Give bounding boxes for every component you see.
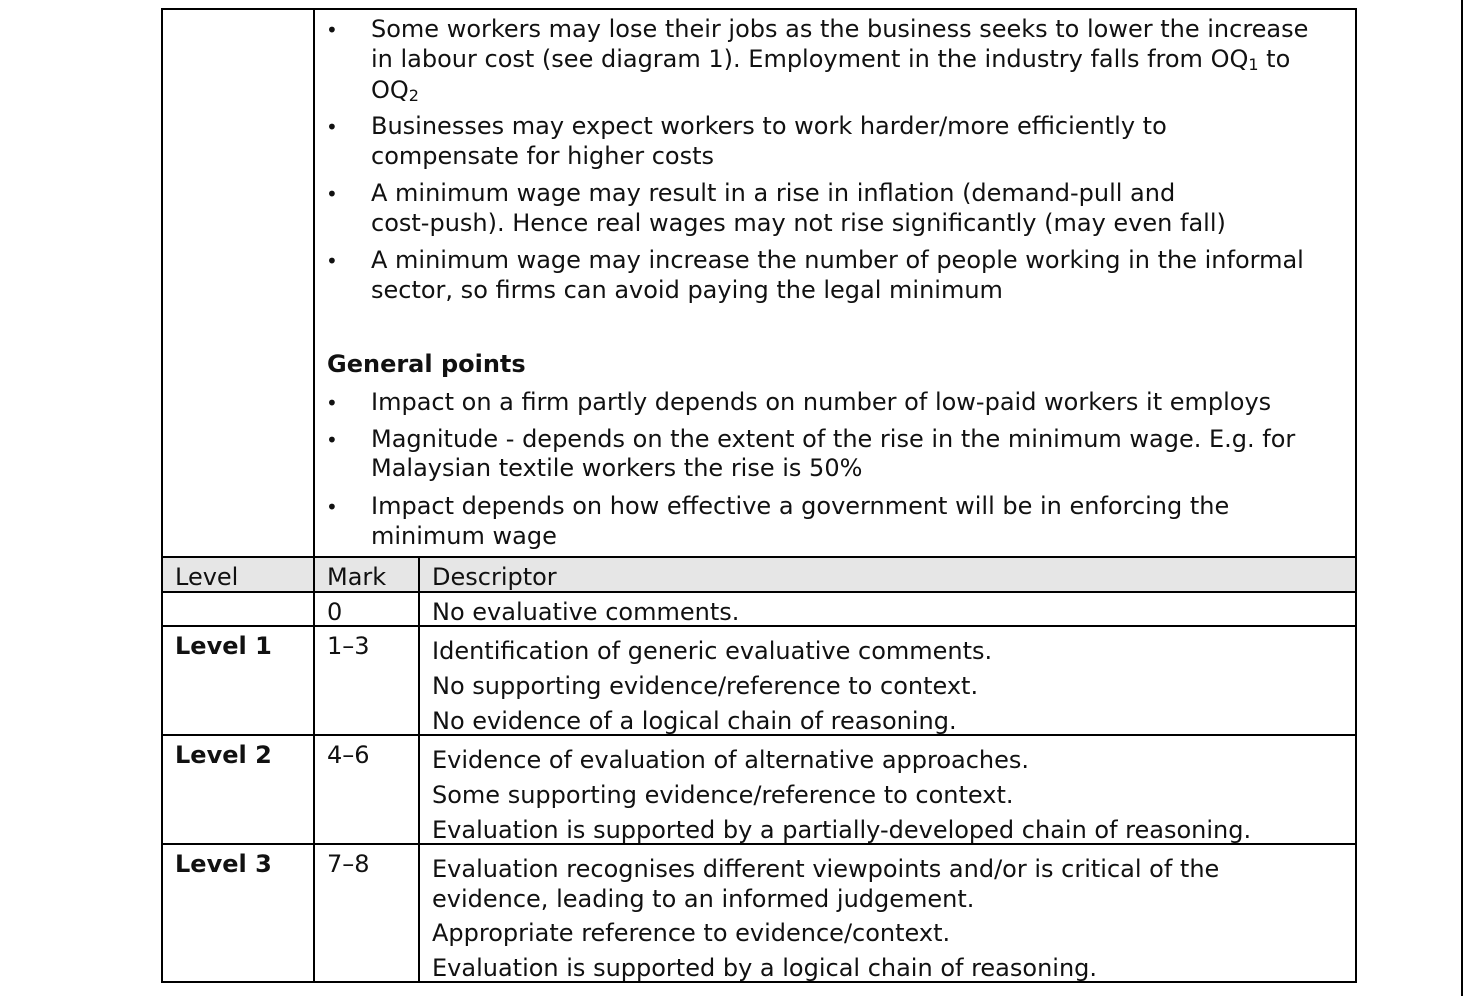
row-divider-header [161,556,1357,558]
row-1-descriptor-2: No supporting evidence/reference to context. [432,672,979,700]
bullet-3-line-2: cost-push). Hence real wages may not rise significantly (may even fall) [371,209,1226,237]
header-descriptor: Descriptor [432,563,557,591]
bullet-1-line-1: Some workers may lose their jobs as the business seeks to lower the increase [371,15,1309,43]
page-right-border [1461,0,1463,996]
row-2-level: Level 2 [175,741,272,769]
row-0-descriptor: No evaluative comments. [432,598,740,626]
bullet-marker: • [326,495,338,519]
bullet-marker: • [326,182,338,206]
general-bullet-2-line-1: Magnitude - depends on the extent of the rise in the minimum wage. E.g. for [371,425,1296,453]
bullet-marker: • [326,115,338,139]
row-2-mark: 4–6 [327,741,370,769]
general-bullet-1-line-1: Impact on a firm partly depends on number of low-paid workers it employs [371,388,1272,416]
bullet-marker: • [326,18,338,42]
row-3-descriptor-3: Appropriate reference to evidence/context. [432,919,951,947]
row-3-mark: 7–8 [327,850,370,878]
row-0-mark: 0 [327,598,343,626]
row-2-descriptor-2: Some supporting evidence/reference to context. [432,781,1014,809]
bullet-marker: • [326,391,338,415]
row-3-descriptor-4: Evaluation is supported by a logical chain of reasoning. [432,954,1098,982]
bullet-2-line-2: compensate for higher costs [371,142,714,170]
header-level: Level [175,563,239,591]
column-divider-2 [418,557,420,983]
bullet-1-line-3: $OQ_2$ [371,76,419,105]
bullet-1-line-2: in labour cost (see diagram 1). Employment in the industry falls from $OQ_1$ to [371,45,1291,74]
row-3-descriptor-2: evidence, leading to an informed judgement. [432,885,975,913]
header-mark: Mark [327,563,387,591]
column-divider-1 [313,8,315,983]
bullet-4-line-2: sector, so firms can avoid paying the legal minimum [371,276,1003,304]
bullet-2-line-1: Businesses may expect workers to work harder/more efficiently to [371,112,1167,140]
general-bullet-3-line-2: minimum wage [371,522,557,550]
general-bullet-2-line-2: Malaysian textile workers the rise is 50% [371,454,863,482]
general-points-heading: General points [327,350,526,378]
row-1-mark: 1–3 [327,632,370,660]
bullet-3-line-1: A minimum wage may result in a rise in inflation (demand-pull and [371,179,1176,207]
bullet-4-line-1: A minimum wage may increase the number of people working in the informal [371,246,1304,274]
row-2-descriptor-3: Evaluation is supported by a partially-developed chain of reasoning. [432,816,1252,844]
row-1-level: Level 1 [175,632,272,660]
general-bullet-3-line-1: Impact depends on how effective a government will be in enforcing the [371,492,1230,520]
bullet-marker: • [326,249,338,273]
row-3-descriptor-1: Evaluation recognises different viewpoints and/or is critical of the [432,855,1220,883]
row-2-descriptor-1: Evidence of evaluation of alternative approaches. [432,746,1030,774]
row-1-descriptor-3: No evidence of a logical chain of reasoning. [432,707,957,735]
row-3-level: Level 3 [175,850,272,878]
row-1-descriptor-1: Identification of generic evaluative comments. [432,637,993,665]
bullet-marker: • [326,428,338,452]
